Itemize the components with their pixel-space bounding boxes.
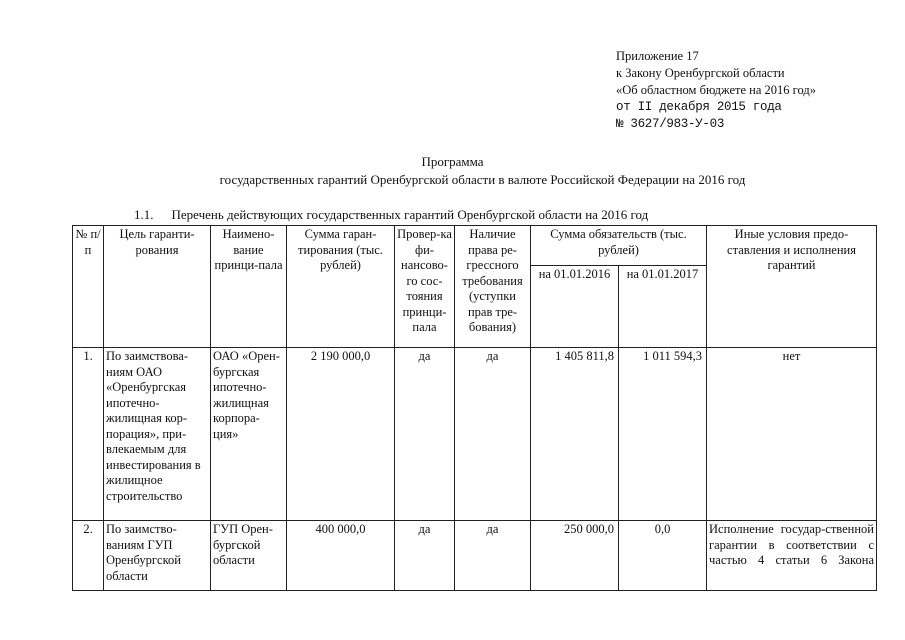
row-1-goal: По заимствова-ниям ОАО «Оренбургская ипотечно-жилищная кор-порация», при-влекаемым для инвестирования в жилищное строительство	[104, 348, 211, 521]
document-title	[0, 153, 905, 189]
header-amount: Сумма гаран-тирования (тыс. рублей)	[287, 226, 395, 348]
appendix-line-3: «Об областном бюджете на 2016 год»	[616, 83, 816, 97]
header-row-1	[73, 226, 877, 266]
section-heading	[134, 207, 648, 223]
row-2-other: Исполнение государ-ственной гарантии в соответствии с частью 4 статьи 6 Закона	[707, 521, 877, 591]
row-2-check: да	[395, 521, 455, 591]
row-2-on-2017: 0,0	[619, 521, 707, 591]
section-number: 1.1.	[134, 207, 154, 222]
header-on-2017: на 01.01.2017	[619, 266, 707, 348]
row-1-principal: ОАО «Орен-бургская ипотечно-жилищная корпора-ция»	[211, 348, 287, 521]
row-1-other: нет	[707, 348, 877, 521]
row-1-on-2017: 1 011 594,3	[619, 348, 707, 521]
appendix-block	[616, 48, 816, 133]
row-2-principal: ГУП Орен-бургской области	[211, 521, 287, 591]
row-1-check: да	[395, 348, 455, 521]
appendix-date: от II декабря 2015 года	[616, 100, 782, 114]
table-row	[73, 348, 877, 521]
header-obligations: Сумма обязательств (тыс. рублей)	[531, 226, 707, 266]
row-1-on-2016: 1 405 811,8	[531, 348, 619, 521]
title-line-1: Программа	[421, 154, 484, 169]
title-line-2: государственных гарантий Оренбургской области в валюте Российской Федерации на 2016 год	[219, 172, 746, 187]
row-2-num: 2.	[73, 521, 104, 591]
header-on-2016: на 01.01.2016	[531, 266, 619, 348]
row-2-amount: 400 000,0	[287, 521, 395, 591]
header-principal: Наимено-вание принци-пала	[211, 226, 287, 348]
header-goal: Цель гаранти-рования	[104, 226, 211, 348]
header-num: № п/п	[73, 226, 104, 348]
appendix-line-2: к Закону Оренбургской области	[616, 66, 785, 80]
appendix-line-1: Приложение 17	[616, 49, 699, 63]
header-recourse: Наличие права ре-грессного требования (уступки прав тре-бования)	[455, 226, 531, 348]
row-1-recourse: да	[455, 348, 531, 521]
header-other: Иные условия предо-ставления и исполнения гарантий	[707, 226, 877, 348]
table-row	[73, 521, 877, 591]
appendix-number: № 3627/983-У-03	[616, 117, 725, 131]
row-2-on-2016: 250 000,0	[531, 521, 619, 591]
section-text: Перечень действующих государственных гарантий Оренбургской области на 2016 год	[171, 207, 649, 222]
row-1-amount: 2 190 000,0	[287, 348, 395, 521]
row-1-num: 1.	[73, 348, 104, 521]
row-2-goal: По заимство-ваниям ГУП Оренбургской области	[104, 521, 211, 591]
row-2-recourse: да	[455, 521, 531, 591]
guarantees-table	[72, 225, 877, 591]
header-check: Провер-ка фи-нансово-го сос-тояния принци-пала	[395, 226, 455, 348]
